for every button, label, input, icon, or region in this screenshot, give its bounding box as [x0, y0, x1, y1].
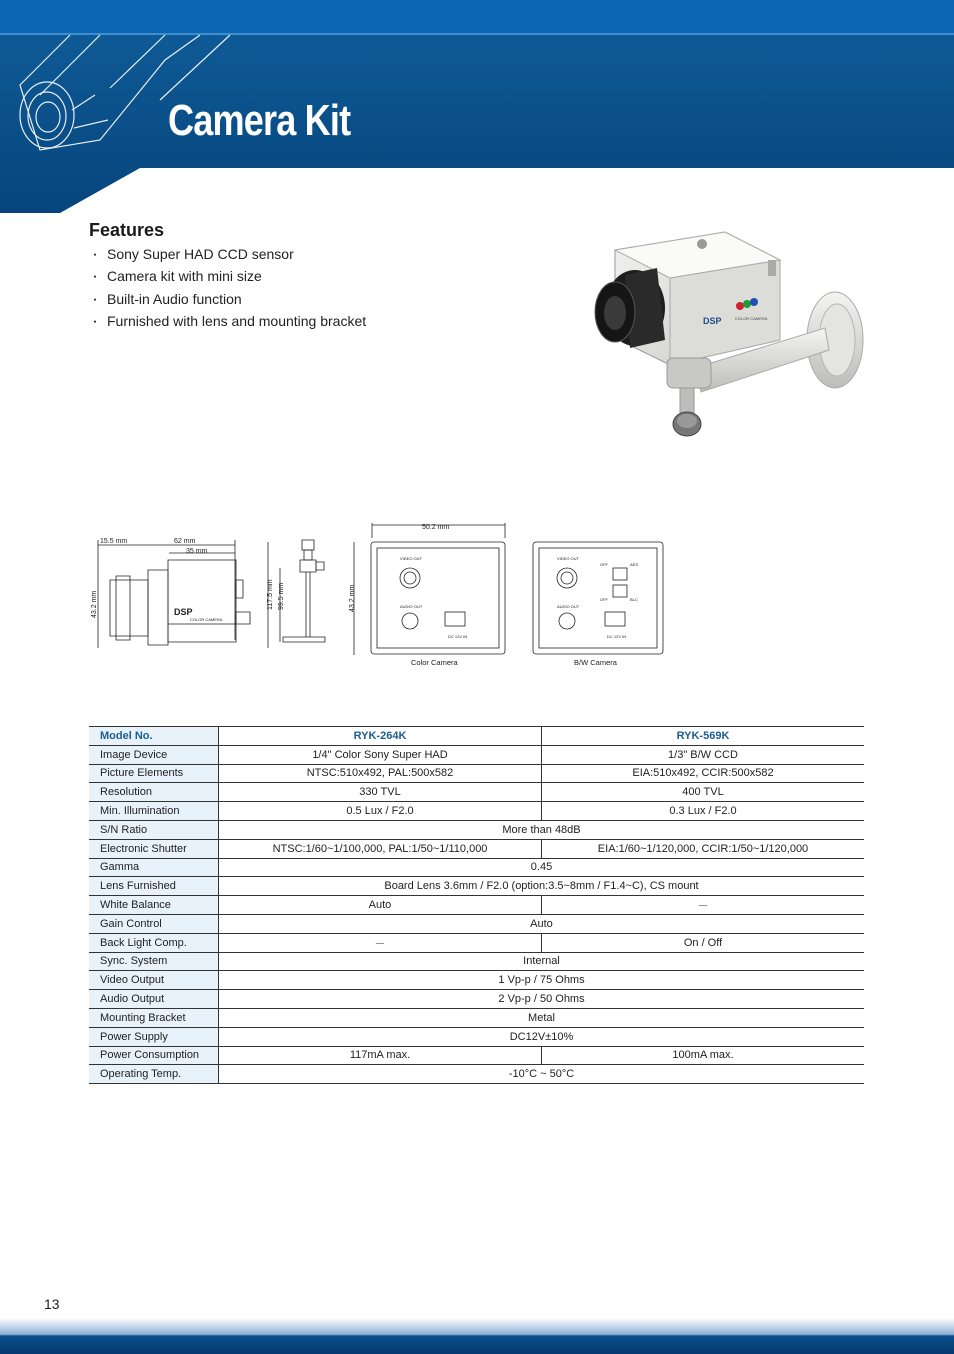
dim-rear-height: 43.2 mm: [349, 584, 356, 612]
row-value: More than 48dB: [219, 820, 865, 839]
page-number: 13: [44, 1296, 60, 1312]
row-value-col1: 1/4" Color Sony Super HAD: [219, 745, 542, 764]
table-row: [89, 971, 864, 990]
row-label: Electronic Shutter: [89, 839, 219, 858]
color-dc-in-label: DC 12V IN: [448, 634, 468, 639]
row-label: S/N Ratio: [89, 820, 219, 839]
row-label: Picture Elements: [89, 764, 219, 783]
row-value: -10°C ~ 50°C: [219, 1065, 865, 1084]
row-value-col2: On / Off: [542, 933, 865, 952]
row-label: Power Supply: [89, 1027, 219, 1046]
row-label: Audio Output: [89, 990, 219, 1009]
row-value: 2 Vp-p / 50 Ohms: [219, 990, 865, 1009]
page-title: Camera Kit: [168, 96, 351, 145]
table-row: [89, 764, 864, 783]
table-row: [89, 1065, 864, 1084]
dim-body-width: 62 mm: [174, 538, 196, 545]
table-row: [89, 990, 864, 1009]
row-label: Min. Illumination: [89, 802, 219, 821]
row-value-col2: 0.3 Lux / F2.0: [542, 802, 865, 821]
dim-bracket-inner: 99.5 mm: [278, 582, 285, 610]
bw-audio-out-label: AUDIO OUT: [557, 604, 580, 609]
row-value-col2: 400 TVL: [542, 783, 865, 802]
feature-item: ・ Built-in Audio function: [89, 288, 366, 310]
row-value-col1: －: [219, 933, 542, 952]
features-heading: Features: [89, 220, 165, 240]
feature-item: ・ Furnished with lens and mounting bracket: [89, 310, 366, 332]
row-label: Resolution: [89, 783, 219, 802]
row-label: Back Light Comp.: [89, 933, 219, 952]
bw-blc-label: BLC: [630, 597, 638, 602]
row-label: White Balance: [89, 896, 219, 915]
feature-item: ・ Camera kit with mini size: [89, 265, 366, 287]
row-label: Operating Temp.: [89, 1065, 219, 1084]
dimension-drawings: [88, 520, 688, 670]
table-row: [89, 802, 864, 821]
table-row: [89, 933, 864, 952]
row-value-col1: 330 TVL: [219, 783, 542, 802]
table-row: [89, 952, 864, 971]
table-header-row: [89, 727, 864, 746]
drawing-dsp-label: DSP: [174, 607, 193, 617]
row-value-col2: EIA:1/60~1/120,000, CCIR:1/50~1/120,000: [542, 839, 865, 858]
dim-front-width: 35 mm: [186, 548, 208, 555]
row-label: Power Consumption: [89, 1046, 219, 1065]
row-value: DC12V±10%: [219, 1027, 865, 1046]
row-value-col1: NTSC:1/60~1/100,000, PAL:1/50~1/110,000: [219, 839, 542, 858]
table-row: [89, 858, 864, 877]
row-label: Gamma: [89, 858, 219, 877]
row-value-col1: 0.5 Lux / F2.0: [219, 802, 542, 821]
row-value-col2: 1/3" B/W CCD: [542, 745, 865, 764]
row-value: 0.45: [219, 858, 865, 877]
footer-bar: [0, 1318, 954, 1354]
dim-bracket-height: 117.5 mm: [267, 579, 274, 610]
table-row: [89, 1027, 864, 1046]
drawing-sub-label: COLOR CAMERA: [190, 617, 223, 622]
row-label: Image Device: [89, 745, 219, 764]
row-label: Sync. System: [89, 952, 219, 971]
bw-camera-caption: B/W Camera: [574, 658, 617, 667]
row-label: Video Output: [89, 971, 219, 990]
table-header-label: Model No.: [89, 727, 219, 746]
spec-table: [89, 726, 864, 1084]
dim-lens-width: 15.5 mm: [100, 538, 128, 545]
row-value-col2: EIA:510x492, CCIR:500x582: [542, 764, 865, 783]
row-value: Metal: [219, 1008, 865, 1027]
feature-item: ・ Sony Super HAD CCD sensor: [89, 243, 366, 265]
table-header-col2: RYK-569K: [542, 727, 865, 746]
dim-rear-width: 50.2 mm: [422, 524, 450, 531]
table-header-col1: RYK-264K: [219, 727, 542, 746]
bw-off-bottom-label: OFF: [600, 597, 608, 602]
color-video-out-label: VIDEO OUT: [400, 556, 423, 561]
photo-dsp-label: DSP: [703, 316, 722, 326]
header-banner: [0, 0, 954, 215]
table-row: [89, 914, 864, 933]
bw-video-out-label: VIDEO OUT: [557, 556, 580, 561]
bw-aes-label: AES: [630, 562, 639, 567]
row-value-col2: －: [542, 896, 865, 915]
row-label: Gain Control: [89, 914, 219, 933]
camera-kit-photo: [585, 220, 870, 450]
row-label: Mounting Bracket: [89, 1008, 219, 1027]
bw-dc-in-label: DC 12V IN: [607, 634, 627, 639]
row-value-col2: 100mA max.: [542, 1046, 865, 1065]
table-row: [89, 1008, 864, 1027]
color-camera-caption: Color Camera: [411, 658, 458, 667]
color-audio-out-label: AUDIO OUT: [400, 604, 423, 609]
row-value: Internal: [219, 952, 865, 971]
row-value-col1: NTSC:510x492, PAL:500x582: [219, 764, 542, 783]
table-row: [89, 896, 864, 915]
row-value: Auto: [219, 914, 865, 933]
table-row: [89, 820, 864, 839]
table-row: [89, 1046, 864, 1065]
dim-height: 43.2 mm: [91, 590, 98, 618]
table-row: [89, 745, 864, 764]
bw-off-top-label: OFF: [600, 562, 608, 567]
photo-sub-label: COLOR CAMERA: [735, 316, 768, 321]
features-list: [89, 243, 366, 332]
table-row: [89, 877, 864, 896]
row-value: Board Lens 3.6mm / F2.0 (option:3.5~8mm / F1.4~C), CS mount: [219, 877, 865, 896]
row-value: 1 Vp-p / 75 Ohms: [219, 971, 865, 990]
page-header: [0, 0, 954, 215]
row-label: Lens Furnished: [89, 877, 219, 896]
row-value-col1: 117mA max.: [219, 1046, 542, 1065]
table-row: [89, 783, 864, 802]
row-value-col1: Auto: [219, 896, 542, 915]
table-row: [89, 839, 864, 858]
